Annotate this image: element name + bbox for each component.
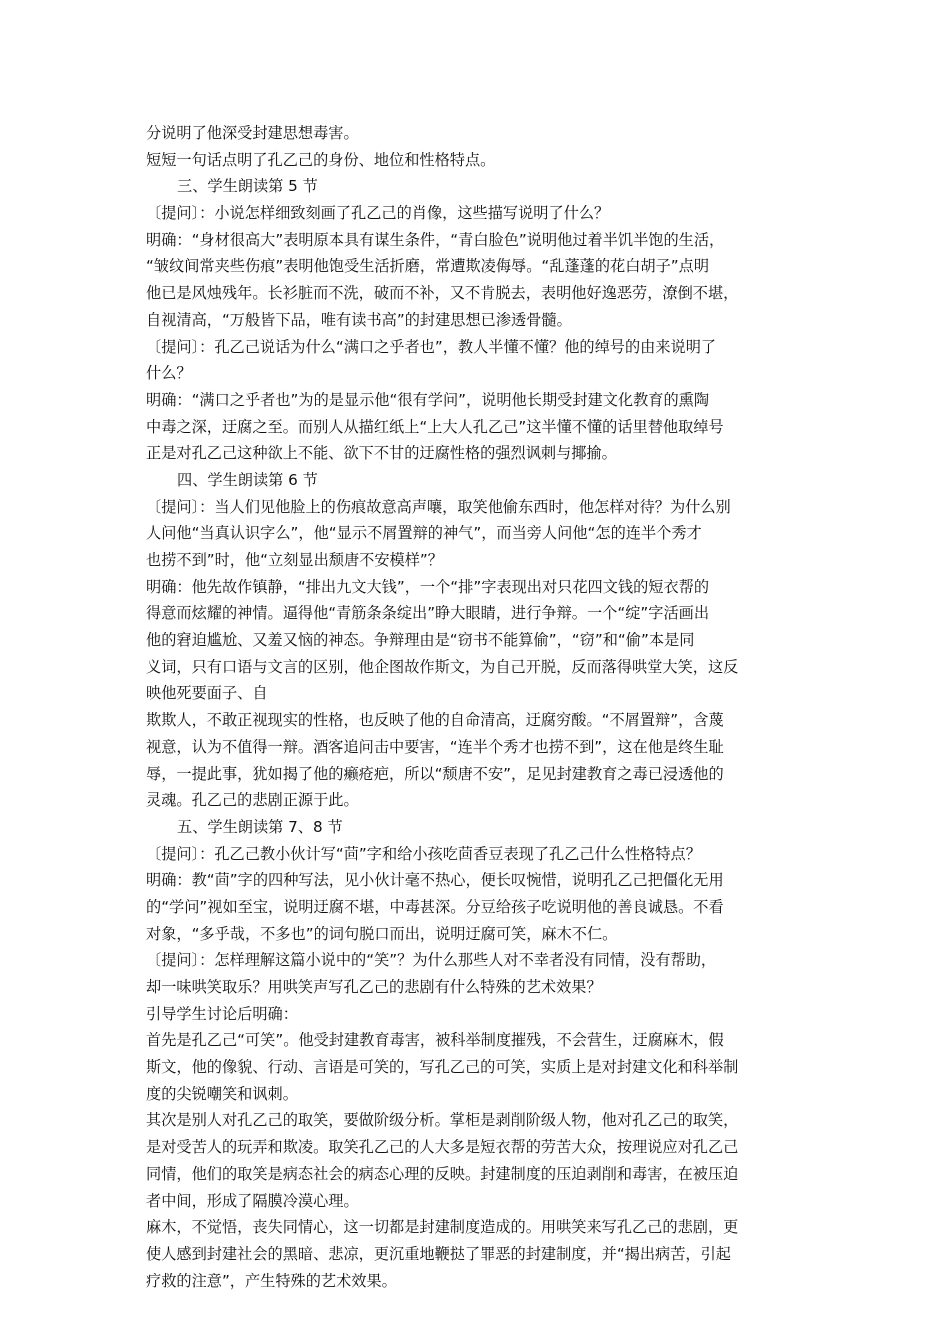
text-line: 什么？ (146, 364, 192, 383)
text-line: 中毒之深，迂腐之至。而别人从描红纸上“上大人孔乙己”这半懂不懂的话里替他取绰号 (146, 417, 724, 436)
text-line: 也捞不到”时，他“立刻显出颓唐不安模样”？ (146, 551, 443, 569)
question-line: 〔提问〕：当人们见他脸上的伤痕故意高声嚷，取笑他偷东西时，他怎样对待？为什么别 (146, 497, 731, 516)
text-line: 使人感到封建社会的黑暗、悲凉，更沉重地鞭挞了罪恶的封建制度，并“揭出病苦，引起 (146, 1244, 731, 1263)
section-heading: 四、学生朗读第 6 节 (177, 470, 318, 489)
answer-line: 明确：“满口之乎者也”为的是显示他“很有学问”，说明他长期受封建文化教育的熏陶 (146, 390, 710, 409)
document-body (146, 120, 816, 1294)
question-line: 〔提问〕：孔乙己说话为什么“满口之乎者也”，教人半懂不懂？他的绰号的由来说明了 (146, 337, 717, 356)
text-line: 灵魂。孔乙己的悲剧正源于此。 (146, 791, 359, 810)
text-line: 麻木，不觉悟，丧失同情心，这一切都是封建制度造成的。用哄笑来写孔乙己的悲剧，更 (146, 1218, 739, 1237)
text-line: 映他死要面子、自 (146, 684, 268, 703)
text-line: 却一味哄笑取乐？用哄笑声写孔乙己的悲剧有什么特殊的艺术效果？ (146, 978, 602, 996)
section-heading: 三、学生朗读第 5 节 (177, 177, 318, 196)
text-line: 自视清高，“万般皆下品，唯有读书高”的封建思想已渗透骨髓。 (146, 310, 572, 329)
text-line: 分说明了他深受封建思想毒害。 (146, 124, 359, 142)
question-line: 〔提问〕：孔乙己教小伙计写“茴”字和给小孩吃茴香豆表现了孔乙己什么性格特点？ (146, 844, 701, 863)
section-heading: 五、学生朗读第 7、8 节 (177, 817, 343, 836)
text-line: 他的窘迫尴尬、又羞又恼的神态。争辩理由是“窃书不能算偷”，“窃”和“偷”本是同 (146, 631, 695, 650)
answer-line: 明确：教“茴”字的四种写法，见小伙计毫不热心，便长叹惋惜，说明孔乙己把僵化无用 (146, 871, 724, 890)
text-line: 同情，他们的取笑是病态社会的病态心理的反映。封建制度的压迫剥削和毒害，在被压迫 (146, 1164, 739, 1183)
text-line: 者中间，形成了隔膜冷漠心理。 (146, 1191, 359, 1210)
text-line: 短短一句话点明了孔乙己的身份、地位和性格特点。 (146, 150, 496, 169)
text-line: 首先是孔乙己“可笑”。他受封建教育毒害，被科举制度摧残，不会营生，迂腐麻木，假 (146, 1031, 724, 1050)
text-line: 其次是别人对孔乙己的取笑，要做阶级分析。掌柜是剥削阶级人物，他对孔乙己的取笑， (146, 1111, 739, 1130)
text-line: 对象，“多乎哉，不多也”的词句脱口而出，说明迂腐可笑，麻木不仁。 (146, 924, 618, 943)
text-line: 视意，认为不值得一辩。酒客追问击中要害，“连半个秀才也捞不到”，这在他是终生耻 (146, 737, 724, 756)
text-line: 义词，只有口语与文言的区别，他企图故作斯文，为自己开脱，反而落得哄堂大笑，这反 (146, 657, 739, 676)
text-line: 人问他“当真认识字么”，他“显示不屑置辩的神气”，而当旁人问他“怎的连半个秀才 (146, 524, 702, 543)
text-line: 疗救的注意”，产生特殊的艺术效果。 (146, 1271, 397, 1290)
text-line: 的“学问”视如至宝，说明迂腐不堪，中毒甚深。分豆给孩子吃说明他的善良诚恳。不看 (146, 897, 724, 916)
text-line: 他已是风烛残年。长衫脏而不洗，破而不补，又不肯脱去，表明他好逸恶劳，潦倒不堪， (146, 284, 739, 303)
text-line: 正是对孔乙己这种欲上不能、欲下不甘的迂腐性格的强烈讽刺与揶揄。 (146, 444, 617, 463)
text-line: 辱，一提此事，犹如揭了他的癞疮疤，所以“颓唐不安”，足见封建教育之毒已浸透他的 (146, 764, 724, 783)
text-line: “皱纹间常夹些伤痕”表明他饱受生活折磨，常遭欺凌侮辱。“乱蓬蓬的花白胡子”点明 (146, 257, 710, 276)
question-line: 〔提问〕：怎样理解这篇小说中的“笑”？为什么那些人对不幸者没有同情，没有帮助， (146, 951, 717, 970)
answer-line: 明确：“身材很高大”表明原本具有谋生条件，“青白脸色”说明他过着半饥半饱的生活， (146, 230, 725, 249)
answer-line: 明确：他先故作镇静，“排出九文大钱”，一个“排”字表现出对只花四文钱的短衣帮的 (146, 577, 710, 596)
text-line: 得意而炫耀的神情。逼得他“青筋条条绽出”睁大眼睛，进行争辩。一个“绽”字活画出 (146, 604, 710, 623)
question-line: 〔提问〕：小说怎样细致刻画了孔乙己的肖像，这些描写说明了什么？ (146, 204, 610, 223)
text-line: 引导学生讨论后明确： (146, 1004, 298, 1023)
text-line: 斯文，他的像貌、行动、言语是可笑的，写孔乙己的可笑，实质上是对封建文化和科举制 (146, 1058, 739, 1077)
text-line: 欺欺人，不敢正视现实的性格，也反映了他的自命清高，迂腐穷酸。“不屑置辩”，含蔑 (146, 711, 724, 730)
text-line: 是对受苦人的玩弄和欺凌。取笑孔乙己的人大多是短衣帮的劳苦大众，按理说应对孔乙己 (146, 1138, 739, 1157)
text-line: 度的尖锐嘲笑和讽刺。 (146, 1084, 298, 1103)
